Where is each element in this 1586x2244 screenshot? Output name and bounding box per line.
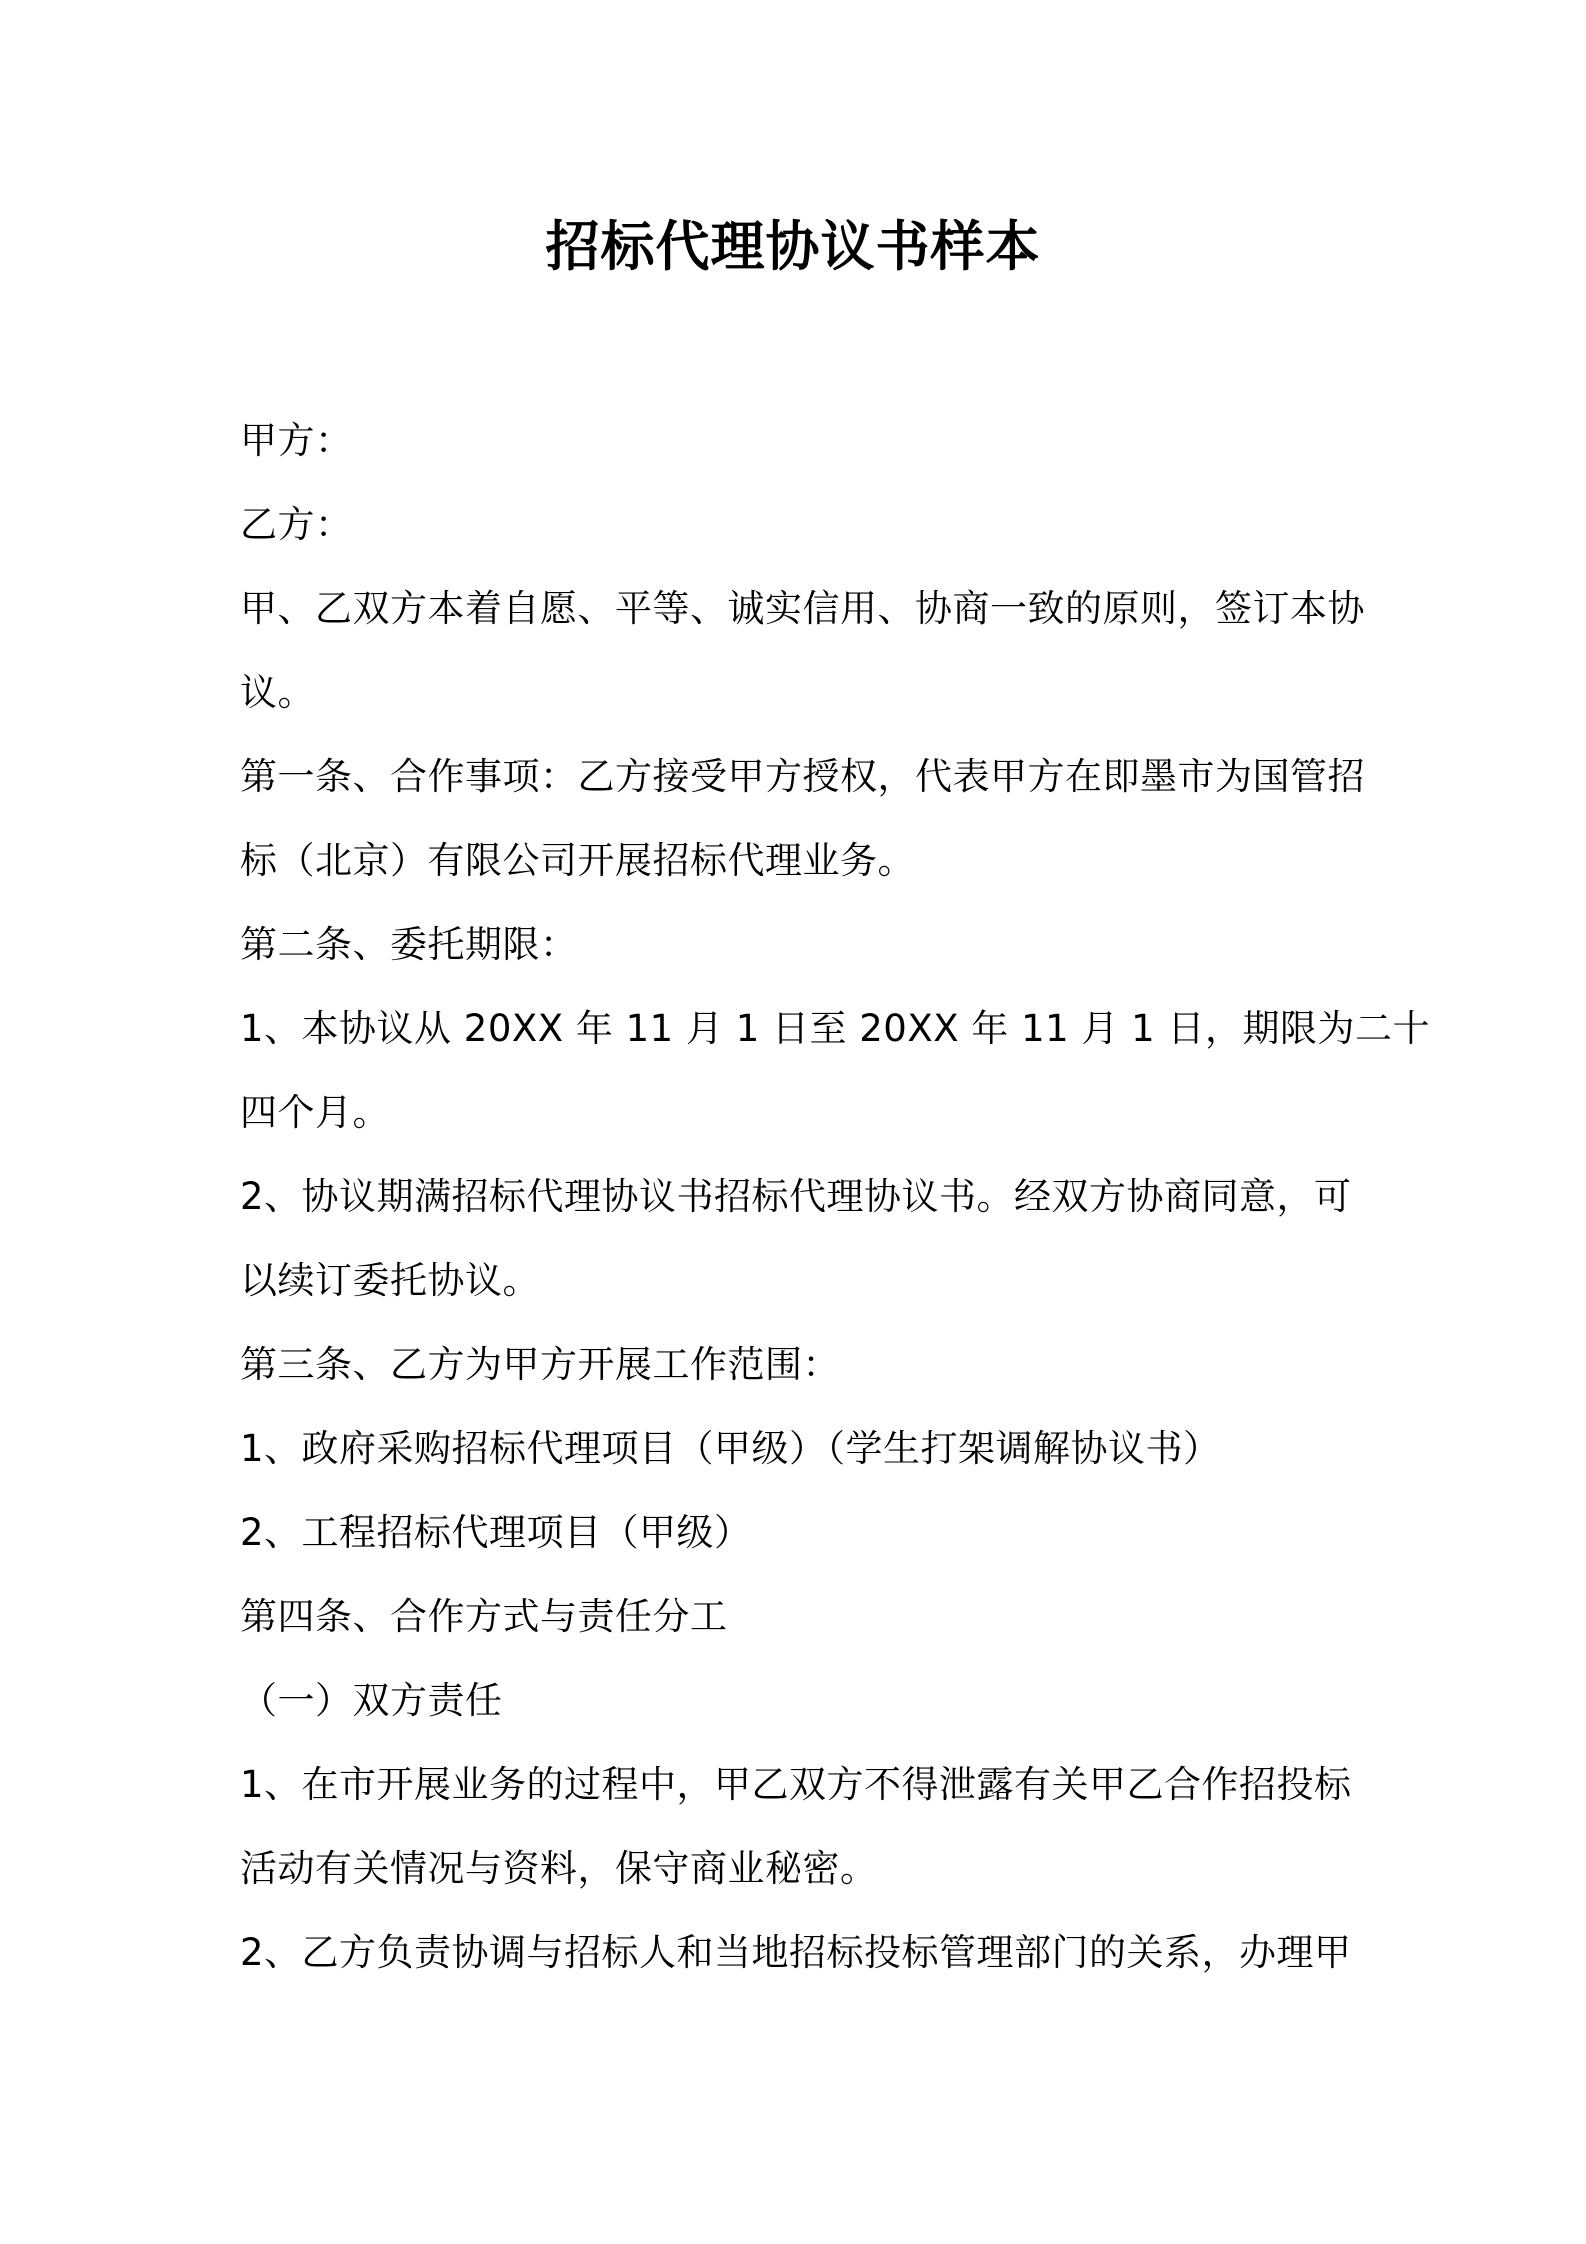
paragraph-line: 议。 bbox=[240, 671, 315, 714]
article-3-heading: 第三条、乙方为甲方开展工作范围： bbox=[240, 1343, 840, 1386]
party-a-line: 甲方： bbox=[240, 419, 353, 462]
article-2-heading: 第二条、委托期限： bbox=[240, 923, 578, 966]
paragraph-line: 标（北京）有限公司开展招标代理业务。 bbox=[240, 839, 915, 882]
clause-line: 2、协议期满招标代理协议书招标代理协议书。经双方协商同意，可 bbox=[240, 1175, 1352, 1218]
article-1-line: 第一条、合作事项：乙方接受甲方授权，代表甲方在即墨市为国管招 bbox=[240, 755, 1365, 798]
party-b-line: 乙方： bbox=[240, 503, 353, 546]
clause-line: 1、政府采购招标代理项目（甲级）（学生打架调解协议书） bbox=[240, 1427, 1221, 1470]
article-4-heading: 第四条、合作方式与责任分工 bbox=[240, 1595, 728, 1638]
document-body bbox=[240, 399, 1430, 1995]
section-heading: （一）双方责任 bbox=[240, 1679, 503, 1722]
paragraph-line: 活动有关情况与资料，保守商业秘密。 bbox=[240, 1847, 878, 1890]
clause-line: 2、工程招标代理项目（甲级） bbox=[240, 1511, 752, 1554]
paragraph-line: 四个月。 bbox=[240, 1091, 390, 1134]
paragraph-line: 以续订委托协议。 bbox=[240, 1259, 540, 1302]
clause-line: 1、在市开展业务的过程中，甲乙双方不得泄露有关甲乙合作招投标 bbox=[240, 1763, 1352, 1806]
paragraph-line: 甲、乙双方本着自愿、平等、诚实信用、协商一致的原则，签订本协 bbox=[240, 587, 1365, 630]
clause-line: 1、本协议从 20XX 年 11 月 1 日至 20XX 年 11 月 1 日，期限为二十 bbox=[240, 1007, 1430, 1050]
document-title: 招标代理协议书样本 bbox=[545, 215, 1041, 278]
clause-line: 2、乙方负责协调与招标人和当地招标投标管理部门的关系，办理甲 bbox=[240, 1931, 1352, 1974]
